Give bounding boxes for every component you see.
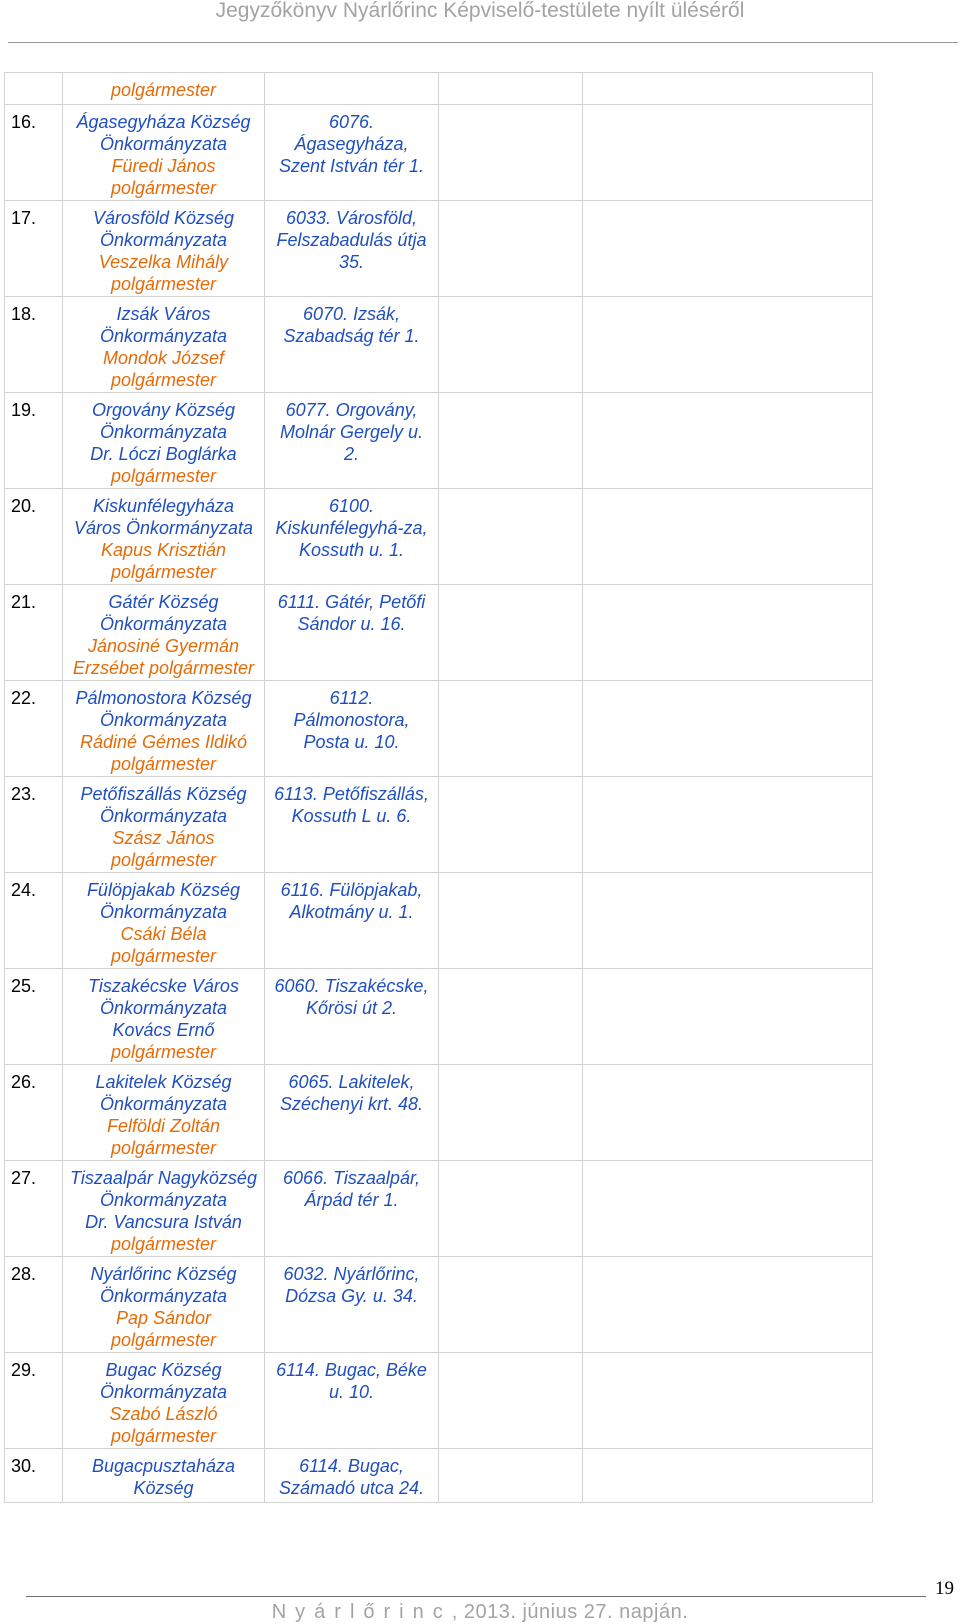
header-title: Jegyzőkönyv Nyárlőrinc Képviselő-testülete nyílt üléséről xyxy=(215,0,745,22)
address-cell xyxy=(265,873,439,969)
row-number: 29. xyxy=(5,1353,63,1449)
address-line: Széchenyi krt. 48. xyxy=(279,1094,424,1114)
row-number: 23. xyxy=(5,777,63,873)
municipality-cell xyxy=(63,297,265,393)
municipality-name-line: Önkormányzata xyxy=(99,1382,228,1402)
municipality-name-line: Város Önkormányzata xyxy=(73,518,254,538)
municipality-name-line: Kovács Ernő xyxy=(112,1020,215,1040)
address-cell xyxy=(265,489,439,585)
mayor-name-line: polgármester xyxy=(110,370,217,390)
municipality-name-line: Önkormányzata xyxy=(99,230,228,250)
row-number: 19. xyxy=(5,393,63,489)
municipality-name-line: Tiszakécske Város xyxy=(88,976,239,996)
municipality-cell xyxy=(63,1449,265,1503)
municipality-name-line: Önkormányzata xyxy=(99,710,228,730)
table-row xyxy=(5,201,873,297)
mayor-name-line: polgármester xyxy=(110,754,217,774)
empty-cell xyxy=(583,1353,873,1449)
table-row xyxy=(5,1353,873,1449)
municipality-name-line: Bugacpusztaháza xyxy=(91,1456,236,1476)
empty-cell xyxy=(439,1065,583,1161)
footer-line xyxy=(0,1601,960,1624)
empty-cell xyxy=(583,1161,873,1257)
municipality-cell xyxy=(63,73,265,105)
row-number: 20. xyxy=(5,489,63,585)
address-line: Sándor u. 16. xyxy=(297,614,406,634)
empty-cell xyxy=(439,1257,583,1353)
address-line: Alkotmány u. 1. xyxy=(289,902,414,922)
address-line: 6033. Városföld, xyxy=(285,208,418,228)
table-row xyxy=(5,73,873,105)
empty-cell xyxy=(583,777,873,873)
row-number: 21. xyxy=(5,585,63,681)
municipality-name-line: Önkormányzata xyxy=(99,1094,228,1114)
address-line: Posta u. 10. xyxy=(303,732,400,752)
municipality-name-line: Városföld Község xyxy=(92,208,235,228)
municipality-name-line: Önkormányzata xyxy=(99,1286,228,1306)
header-divider xyxy=(8,42,958,43)
mayor-name-line: polgármester xyxy=(110,1330,217,1350)
address-cell xyxy=(265,297,439,393)
row-number: 24. xyxy=(5,873,63,969)
address-line: 2. xyxy=(343,444,359,464)
mayor-name-line: polgármester xyxy=(110,466,217,486)
table-row xyxy=(5,1257,873,1353)
address-line: Felszabadulás útja xyxy=(276,230,427,250)
empty-cell xyxy=(583,1065,873,1161)
municipality-cell xyxy=(63,201,265,297)
municipality-cell xyxy=(63,585,265,681)
address-cell xyxy=(265,969,439,1065)
municipality-name-line: Izsák Város xyxy=(116,304,211,324)
municipality-name-line: Önkormányzata xyxy=(99,806,228,826)
municipality-name-line: Petőfiszállás Község xyxy=(80,784,247,804)
address-cell xyxy=(265,777,439,873)
empty-cell xyxy=(439,201,583,297)
row-number: 25. xyxy=(5,969,63,1065)
address-line: Kossuth L u. 6. xyxy=(291,806,412,826)
address-line: Számadó utca 24. xyxy=(278,1478,425,1498)
mayor-name-line: polgármester xyxy=(110,274,217,294)
municipality-cell xyxy=(63,393,265,489)
address-cell xyxy=(265,1257,439,1353)
municipality-cell xyxy=(63,489,265,585)
mayor-name-line: Kapus Krisztián xyxy=(100,540,227,560)
mayor-name-line: Füredi János xyxy=(111,156,216,176)
empty-cell xyxy=(583,969,873,1065)
row-number: 17. xyxy=(5,201,63,297)
footer-place: Nyárlőrinc xyxy=(271,1601,452,1623)
municipality-cell xyxy=(63,969,265,1065)
empty-cell xyxy=(583,1449,873,1503)
empty-cell xyxy=(439,873,583,969)
address-line: Árpád tér 1. xyxy=(304,1190,399,1210)
address-line: 6114. Bugac, Béke xyxy=(276,1360,427,1380)
empty-cell xyxy=(439,969,583,1065)
municipality-name-line: Gátér Község xyxy=(108,592,219,612)
municipality-name-line: Tiszaalpár Nagyközség xyxy=(70,1168,257,1188)
municipality-name-line: Nyárlőrinc Község xyxy=(90,1264,237,1284)
table-row xyxy=(5,297,873,393)
empty-cell xyxy=(583,393,873,489)
page-header xyxy=(0,0,960,30)
empty-cell xyxy=(439,297,583,393)
municipality-cell xyxy=(63,777,265,873)
mayor-name-line: polgármester xyxy=(110,80,217,100)
footer-divider xyxy=(26,1596,926,1597)
municipality-cell xyxy=(63,105,265,201)
mayor-name-line: Csáki Béla xyxy=(120,924,207,944)
municipality-cell xyxy=(63,681,265,777)
address-line: Szabadság tér 1. xyxy=(283,326,420,346)
address-line: Molnár Gergely u. xyxy=(279,422,424,442)
mayor-name-line: Szabó László xyxy=(109,1404,218,1424)
table-row xyxy=(5,1449,873,1503)
empty-cell xyxy=(583,105,873,201)
empty-cell xyxy=(439,777,583,873)
municipality-name-line: Dr. Lóczi Boglárka xyxy=(90,444,237,464)
mayor-name-line: Szász János xyxy=(112,828,215,848)
mayor-name-line: polgármester xyxy=(110,1138,217,1158)
address-line: 6065. Lakitelek, xyxy=(288,1072,415,1092)
address-line: 6066. Tiszaalpár, xyxy=(283,1168,420,1188)
mayor-name-line: Erzsébet polgármester xyxy=(72,658,255,678)
empty-cell xyxy=(439,1449,583,1503)
municipality-name-line: Lakitelek Község xyxy=(95,1072,232,1092)
row-number: 27. xyxy=(5,1161,63,1257)
table-row xyxy=(5,393,873,489)
address-line: 6112. xyxy=(329,688,374,708)
empty-cell xyxy=(583,873,873,969)
municipality-cell xyxy=(63,1257,265,1353)
empty-cell xyxy=(439,73,583,105)
municipality-name-line: Kiskunfélegyháza xyxy=(92,496,235,516)
municipality-name-line: Önkormányzata xyxy=(99,614,228,634)
mayor-name-line: polgármester xyxy=(110,1426,217,1446)
address-line: Pálmonostora, xyxy=(293,710,410,730)
page-number: 19 xyxy=(935,1578,954,1599)
address-line: 6077. Orgovány, xyxy=(285,400,418,420)
address-cell xyxy=(265,393,439,489)
address-line: 35. xyxy=(338,252,365,272)
empty-cell xyxy=(583,681,873,777)
row-number: 30. xyxy=(5,1449,63,1503)
address-line: Kőrösi út 2. xyxy=(305,998,398,1018)
table-row xyxy=(5,585,873,681)
address-line: 6060. Tiszakécske, xyxy=(274,976,429,996)
empty-cell xyxy=(583,73,873,105)
mayor-name-line: Rádiné Gémes Ildikó xyxy=(79,732,248,752)
empty-cell xyxy=(439,1161,583,1257)
mayor-name-line: Felföldi Zoltán xyxy=(106,1116,221,1136)
municipality-name-line: Önkormányzata xyxy=(99,326,228,346)
row-number: 26. xyxy=(5,1065,63,1161)
address-line: Kiskunfélegyhá-za, xyxy=(275,518,428,538)
address-line: 6032. Nyárlőrinc, xyxy=(283,1264,420,1284)
empty-cell xyxy=(439,489,583,585)
municipality-name-line: Orgovány Község xyxy=(91,400,236,420)
empty-cell xyxy=(583,489,873,585)
address-cell xyxy=(265,1065,439,1161)
municipality-cell xyxy=(63,1065,265,1161)
address-cell xyxy=(265,201,439,297)
address-line: 6114. Bugac, xyxy=(299,1456,404,1476)
address-line: u. 10. xyxy=(328,1382,375,1402)
table-row xyxy=(5,777,873,873)
mayor-name-line: polgármester xyxy=(110,178,217,198)
empty-cell xyxy=(439,393,583,489)
mayor-name-line: polgármester xyxy=(110,850,217,870)
municipality-name-line: Önkormányzata xyxy=(99,1190,228,1210)
footer-date: , 2013. június 27. napján. xyxy=(451,1601,689,1623)
address-line: 6100. xyxy=(328,496,375,516)
municipality-name-line: Önkormányzata xyxy=(99,902,228,922)
table-row xyxy=(5,969,873,1065)
row-number xyxy=(5,73,63,105)
mayor-name-line: Mondok József xyxy=(102,348,225,368)
municipality-table xyxy=(4,72,873,1503)
address-cell xyxy=(265,73,439,105)
municipality-cell xyxy=(63,1353,265,1449)
empty-cell xyxy=(583,585,873,681)
row-number: 28. xyxy=(5,1257,63,1353)
municipality-name-line: Ágasegyháza Község xyxy=(76,112,251,132)
table-row xyxy=(5,1161,873,1257)
address-line: 6070. Izsák, xyxy=(302,304,401,324)
empty-cell xyxy=(583,1257,873,1353)
municipality-cell xyxy=(63,873,265,969)
row-number: 22. xyxy=(5,681,63,777)
mayor-name-line: polgármester xyxy=(110,946,217,966)
address-cell xyxy=(265,105,439,201)
table-row xyxy=(5,681,873,777)
municipality-name-line: Önkormányzata xyxy=(99,134,228,154)
mayor-name-line: Jánosiné Gyermán xyxy=(87,636,240,656)
mayor-name-line: polgármester xyxy=(110,562,217,582)
municipality-name-line: Fülöpjakab Község xyxy=(86,880,241,900)
address-cell xyxy=(265,1161,439,1257)
address-line: Kossuth u. 1. xyxy=(298,540,405,560)
table-row xyxy=(5,105,873,201)
address-line: Szent István tér 1. xyxy=(278,156,425,176)
empty-cell xyxy=(583,201,873,297)
empty-cell xyxy=(439,1353,583,1449)
row-number: 18. xyxy=(5,297,63,393)
row-number: 16. xyxy=(5,105,63,201)
address-cell xyxy=(265,1353,439,1449)
address-cell xyxy=(265,1449,439,1503)
municipality-name-line: Önkormányzata xyxy=(99,422,228,442)
municipality-name-line: Bugac Község xyxy=(105,1360,222,1380)
address-line: Dózsa Gy. u. 34. xyxy=(285,1286,418,1306)
empty-cell xyxy=(583,297,873,393)
address-line: 6076. xyxy=(328,112,375,132)
municipality-name-line: Község xyxy=(133,1478,194,1498)
table-row xyxy=(5,1065,873,1161)
table-row xyxy=(5,489,873,585)
mayor-name-line: polgármester xyxy=(110,1234,217,1254)
empty-cell xyxy=(439,681,583,777)
mayor-name-line: Veszelka Mihály xyxy=(98,252,229,272)
address-line: 6113. Petőfiszállás, xyxy=(274,784,429,804)
mayor-name-line: polgármester xyxy=(110,1042,217,1062)
empty-cell xyxy=(439,105,583,201)
empty-cell xyxy=(439,585,583,681)
table-row xyxy=(5,873,873,969)
address-cell xyxy=(265,681,439,777)
municipality-name-line: Önkormányzata xyxy=(99,998,228,1018)
address-line: 6111. Gátér, Petőfi xyxy=(277,592,426,612)
address-line: 6116. Fülöpjakab, xyxy=(280,880,423,900)
mayor-name-line: Pap Sándor xyxy=(115,1308,212,1328)
address-cell xyxy=(265,585,439,681)
address-line: Ágasegyháza, xyxy=(294,134,409,154)
municipality-name-line: Dr. Vancsura István xyxy=(85,1212,242,1232)
municipality-cell xyxy=(63,1161,265,1257)
municipality-name-line: Pálmonostora Község xyxy=(75,688,252,708)
